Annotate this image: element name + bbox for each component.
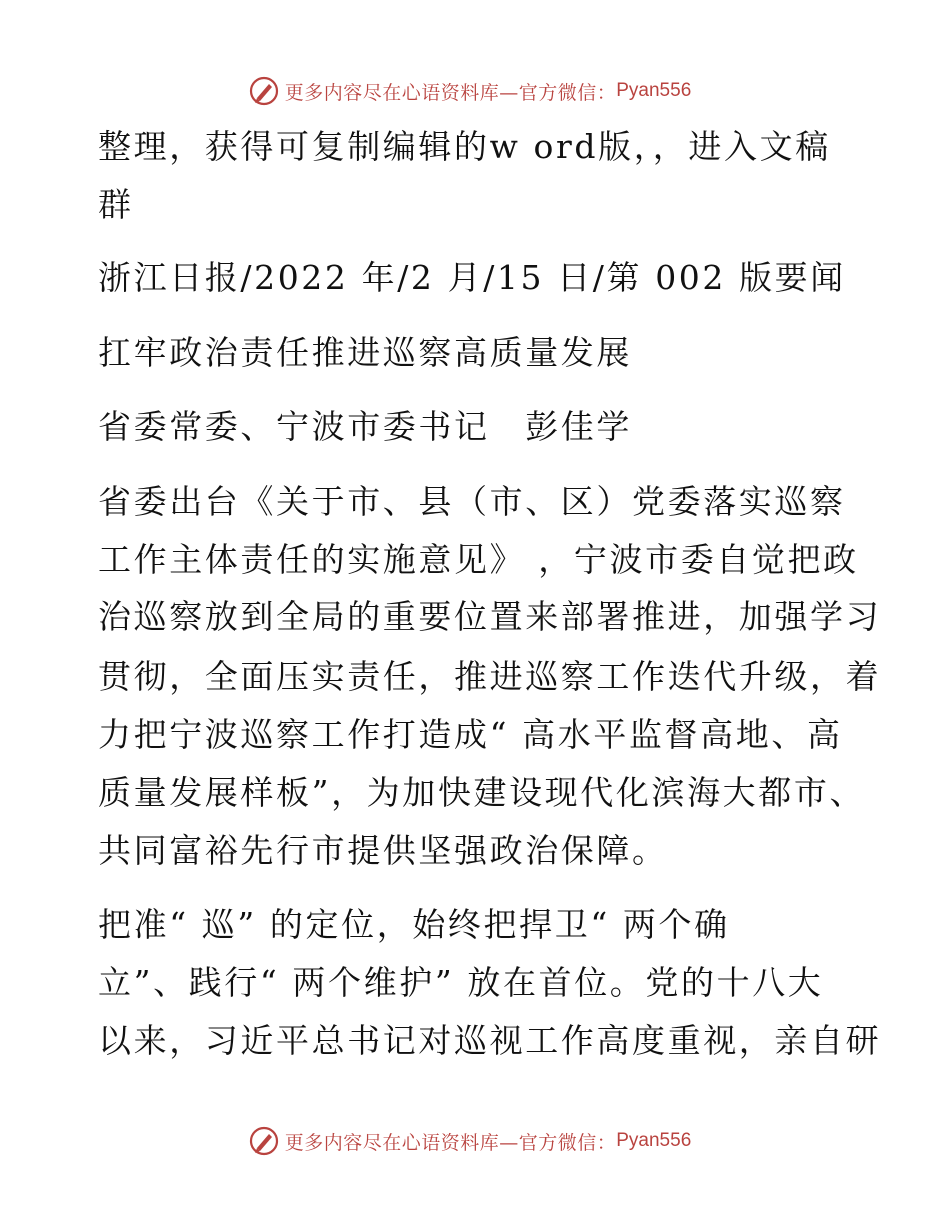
text-line: 质量发展样板”，为加快建设现代化滨海大都市、 (98, 773, 866, 812)
text-line: 共同富裕先行市提供坚强政治保障。 (98, 831, 668, 870)
text-line: 治巡察放到全局的重要位置来部署推进，加强学习 (98, 597, 882, 636)
header-watermark (0, 74, 950, 108)
author-line: 省委常委、宁波市委书记 彭佳学 (98, 407, 632, 446)
text-line: 以来，习近平总书记对巡视工作高度重视，亲自研 (98, 1021, 882, 1060)
text-line: 把准“ 巡” 的定位，始终把捍卫“ 两个确 (98, 905, 730, 944)
text-line: 整理，获得可复制编辑的w ord版，，进入文稿 (98, 127, 831, 166)
watermark-text: 更多内容尽在心语资料库—官方微信： (284, 81, 617, 104)
pen-logo-icon (249, 1126, 279, 1156)
text-line: 工作主体责任的实施意见》 ，宁波市委自觉把政 (98, 540, 859, 579)
text-line: 贯彻，全面压实责任，推进巡察工作迭代升级，着 (98, 657, 882, 696)
text-line: 浙江日报/2022 年/2 月/15 日/第 002 版要闻 (98, 258, 846, 297)
text-line: 力把宁波巡察工作打造成“ 高水平监督高地、高 (98, 715, 843, 754)
text-line: 立”、践行“ 两个维护” 放在首位。党的十八大 (98, 963, 824, 1002)
watermark-wechat-id: Pyan556 (616, 1130, 692, 1151)
watermark-text: 更多内容尽在心语资料库—官方微信： (284, 1131, 617, 1154)
text-line: 群 (98, 185, 134, 224)
footer-watermark (0, 1124, 950, 1158)
watermark-wechat-id: Pyan556 (616, 80, 692, 101)
article-title: 扛牢政治责任推进巡察高质量发展 (98, 333, 632, 372)
pen-logo-icon (249, 76, 279, 106)
text-line: 省委出台《关于市、县（市、区）党委落实巡察 (98, 482, 846, 521)
